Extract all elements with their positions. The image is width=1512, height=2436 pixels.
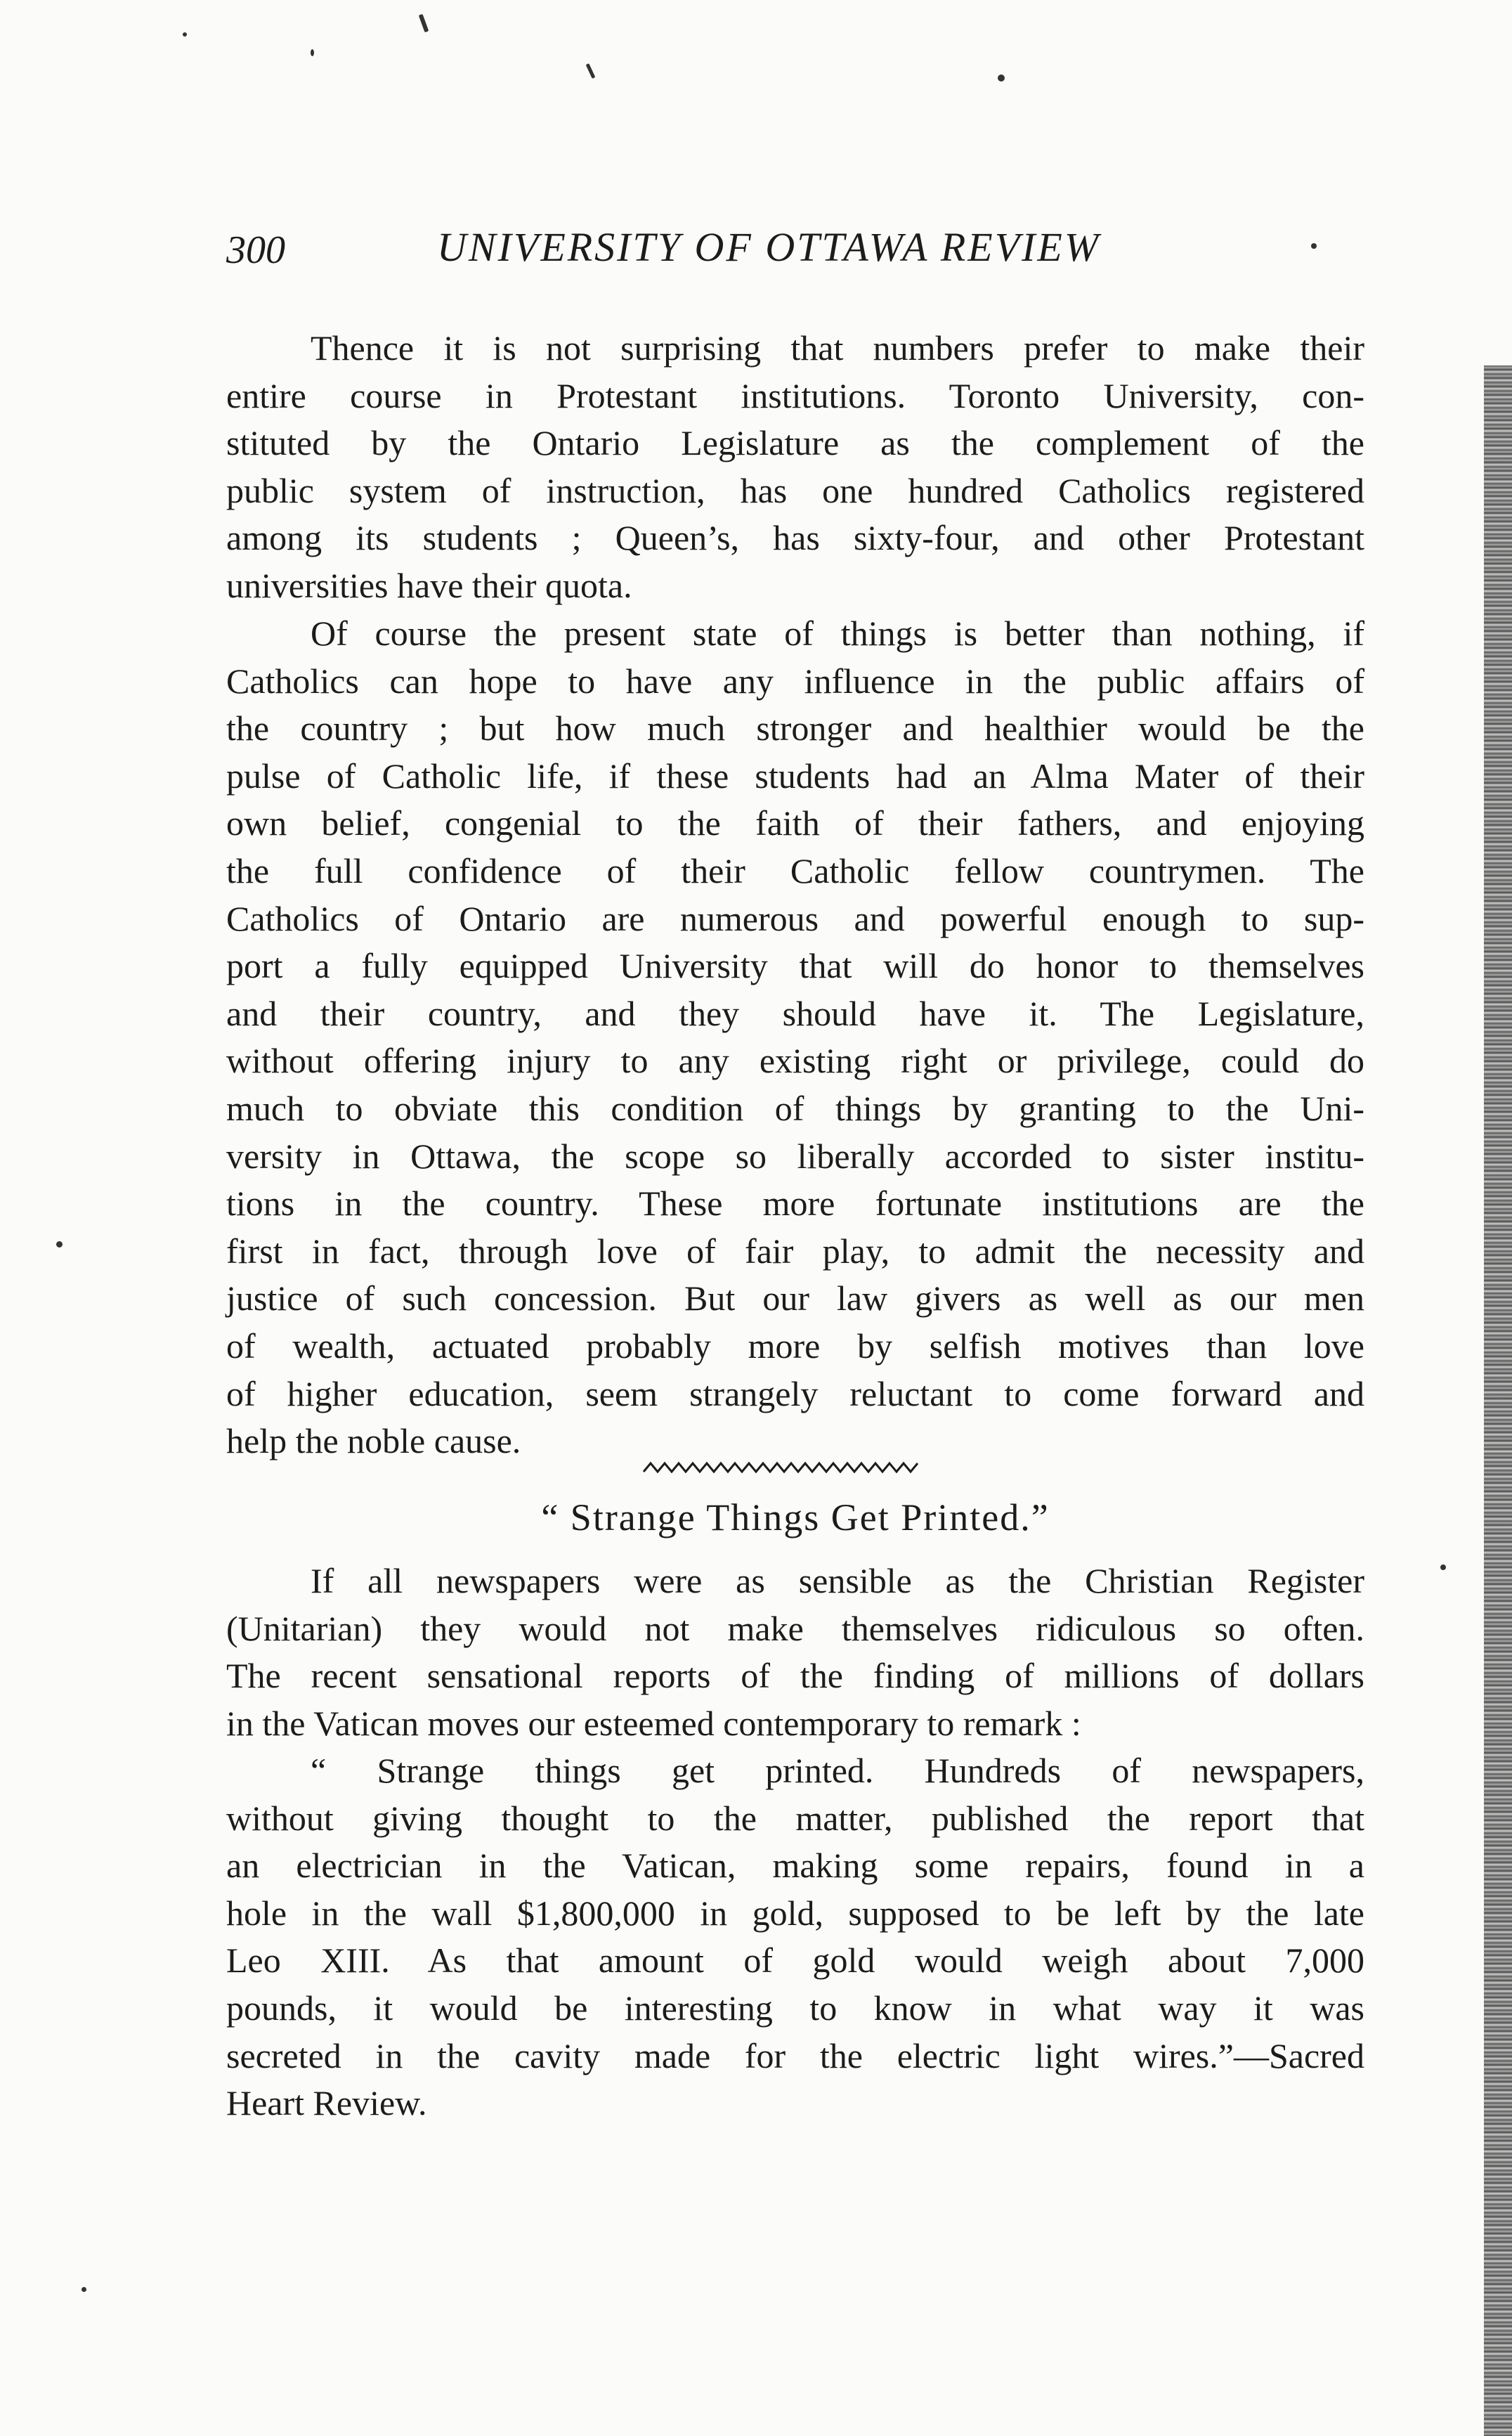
text-line: help the noble cause. [226, 1421, 521, 1461]
text-line: If all newspapers were as sensible as the Christian Register [311, 1561, 1364, 1600]
text-line: Leo XIII. As that amount of gold would weigh about 7,000 [226, 1941, 1364, 1981]
scan-speck [56, 1241, 63, 1248]
text-line: of higher education, seem strangely reluctant to come forward and [226, 1373, 1364, 1413]
text-line: pounds, it would be interesting to know in what way it was [226, 1988, 1364, 2028]
text-line: justice of such concession. But our law givers as well as our men [226, 1278, 1364, 1319]
text-line: pulse of Catholic life, if these students had an Alma Mater of their [226, 756, 1364, 796]
paragraph [226, 325, 1364, 610]
text-line: the country ; but how much stronger and healthier would be the [226, 708, 1364, 749]
scan-speck [419, 14, 429, 32]
text-line: secreted in the cavity made for the electric light wires.”—Sacred [226, 2035, 1364, 2075]
page-header [226, 223, 1224, 280]
text-line: stituted by the Ontario Legislature as the complement of the [226, 423, 1364, 463]
text-line: among its students ; Queen’s, has sixty-four, and other Protestant [226, 518, 1364, 558]
text-line: versity in Ottawa, the scope so liberally accorded to sister institu- [226, 1136, 1364, 1176]
text-line: Thence it is not surprising that numbers prefer to make their [311, 328, 1364, 368]
text-line: first in fact, through love of fair play, to admit the necessity and [226, 1231, 1364, 1271]
page-number: 300 [226, 228, 285, 272]
scan-speck [311, 49, 314, 56]
scan-edge-shadow [1484, 365, 1512, 2436]
scan-speck [183, 32, 187, 37]
text-line: public system of instruction, has one hundred Catholics registered [226, 470, 1364, 510]
text-line: Catholics can hope to have any influence in the public affairs of [226, 661, 1364, 701]
text-line: an electrician in the Vatican, making some repairs, found in a [226, 1846, 1364, 1886]
scan-speck [1440, 1564, 1446, 1570]
section-title: “ Strange Things Get Printed.” [541, 1496, 1050, 1538]
scan-speck [1311, 243, 1317, 249]
ornamental-divider [641, 1452, 922, 1480]
text-line: and their country, and they should have it. The Legislature, [226, 993, 1364, 1033]
text-line: Heart Review. [226, 2083, 427, 2123]
scan-speck [998, 74, 1005, 82]
paragraph [226, 610, 1364, 1465]
text-line: in the Vatican moves our esteemed contemporary to remark : [226, 1703, 1081, 1743]
scan-speck [82, 2287, 86, 2292]
text-line: without offering injury to any existing right or privilege, could do [226, 1041, 1364, 1081]
text-line: Catholics of Ontario are numerous and powerful enough to sup- [226, 898, 1364, 938]
text-line: Of course the present state of things is better than nothing, if [311, 614, 1364, 653]
scan-speck [586, 63, 596, 79]
text-line: tions in the country. These more fortunate institutions are the [226, 1184, 1364, 1224]
text-line: “ Strange things get printed. Hundreds of newspapers, [311, 1751, 1364, 1790]
running-title: UNIVERSITY OF OTTAWA REVIEW [437, 224, 1101, 270]
text-line: the full confidence of their Catholic fellow countrymen. The [226, 850, 1364, 890]
text-line: hole in the wall $1,800,000 in gold, supposed to be left by the late [226, 1893, 1364, 1933]
text-line: port a fully equipped University that will do honor to themselves [226, 946, 1364, 986]
text-line: entire course in Protestant institutions. Toronto University, con- [226, 375, 1364, 415]
paragraph [226, 1557, 1364, 1747]
text-line: much to obviate this condition of things by granting to the Uni- [226, 1088, 1364, 1128]
text-line: without giving thought to the matter, published the report that [226, 1798, 1364, 1838]
text-line: own belief, congenial to the faith of their fathers, and enjoying [226, 803, 1364, 843]
text-line: (Unitarian) they would not make themselves ridiculous so often. [226, 1608, 1364, 1648]
text-line: of wealth, actuated probably more by selfish motives than love [226, 1326, 1364, 1366]
text-line: universities have their quota. [226, 565, 632, 605]
quotation [226, 1747, 1364, 2127]
text-line: The recent sensational reports of the finding of millions of dollars [226, 1656, 1364, 1696]
